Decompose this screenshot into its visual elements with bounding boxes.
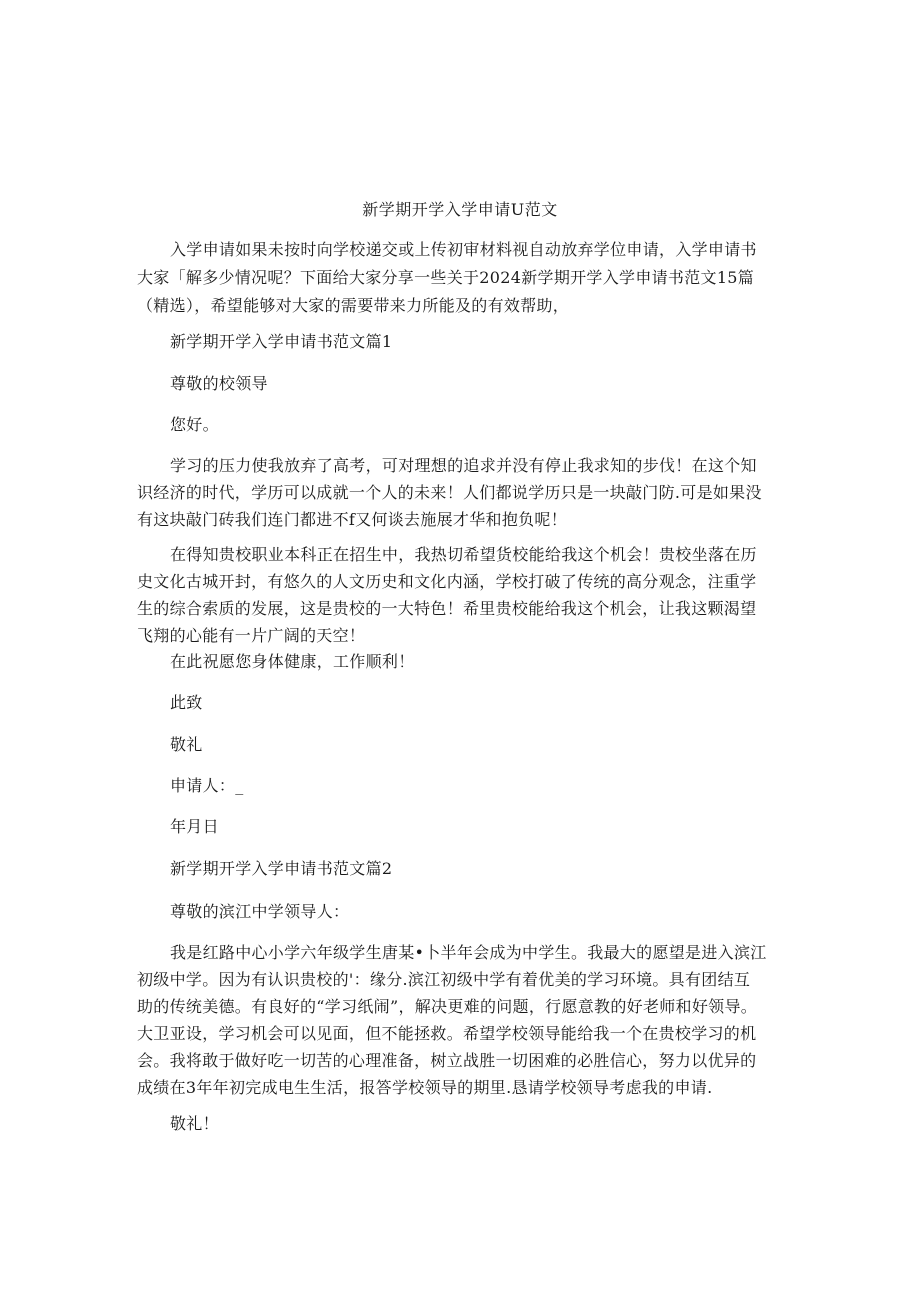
letter1-greeting: 您好。 xyxy=(170,415,219,434)
letter1-applicant: 申请人：_ xyxy=(170,776,244,795)
letter1-date: 年月日 xyxy=(170,817,219,836)
document-title: 新学期开学入学申请U范文 xyxy=(362,200,558,219)
letter2-para1-line-2: 初级中学。因为有认识贵校的'：缘分.滨江初级中学有着优美的学习环境。具有团结互 xyxy=(137,970,751,989)
letter1-closing-2: 敬礼 xyxy=(170,735,203,754)
letter2-para1-line-5: 会。我将敢于做好吃一切苦的心理准备，树立战胜一切困难的必胜信心，努力以优异的 xyxy=(137,1051,757,1070)
letter1-para1-line-1: 学习的压力使我放弃了高考，可对理想的追求并没有停止我求知的步伐！在这个知 xyxy=(170,456,757,475)
letter2-heading: 新学期开学入学申请书范文篇2 xyxy=(170,859,393,878)
intro-line-1: 入学申请如果未按时向学校递交或上传初审材料视自动放弃学位申请，入学申请书 xyxy=(170,240,757,259)
letter2-para1-line-1: 我是红路中心小学六年级学生唐某•卜半年会成为中学生。我最大的愿望是进入滨江 xyxy=(170,943,767,962)
letter2-closing: 敬礼！ xyxy=(170,1114,219,1133)
letter1-para1-line-2: 识经济的时代，学历可以成就一个人的未来！人们都说学历只是一块敲门防.可是如果没 xyxy=(137,483,762,502)
letter2-para1-line-6: 成绩在3年年初完成电生生活，报答学校领导的期里.恳请学校领导考虑我的申请. xyxy=(137,1078,713,1097)
letter1-para2-line-2: 史文化古城开封，有悠久的人文历史和文化内涵，学校打破了传统的高分观念，注重学 xyxy=(137,572,757,591)
letter1-para2-line-1: 在得知贵校职业本科正在招生中，我热切希望货校能给我这个机会！贵校坐落在历 xyxy=(170,545,757,564)
intro-line-3: （精选），希望能够对大家的需要带来力所能及的有效帮助， xyxy=(137,296,570,315)
letter1-heading: 新学期开学入学申请书范文篇1 xyxy=(170,332,393,351)
letter2-para1-line-4: 大卫亚设，学习机会可以见面，但不能拯救。希望学校领导能给我一个在贵校学习的机 xyxy=(137,1024,757,1043)
letter2-salutation: 尊敬的滨江中学领导人： xyxy=(170,902,350,921)
letter1-para2-line-4: 飞翔的心能有一片广阔的天空！ xyxy=(137,626,366,645)
letter1-wish: 在此祝愿您身体健康，工作顺利！ xyxy=(170,652,415,671)
letter1-para2-line-3: 生的综合索质的发展，这是贵校的一大特色！希里贵校能给我这个机会，让我这颗渴望 xyxy=(137,599,757,618)
letter1-closing-1: 此致 xyxy=(170,693,203,712)
letter1-salutation: 尊敬的校领导 xyxy=(170,374,268,393)
letter2-para1-line-3: 助的传统美德。有良好的“学习纸闹”，解决更难的问题，行愿意教的好老师和好领导。 xyxy=(137,997,758,1016)
intro-line-2: 大家「解多少情况呢？下面给大家分享一些关于2024新学期开学入学申请书范文15篇 xyxy=(137,268,755,287)
letter1-para1-line-3: 有这块敲门砖我们连门都进不f又何谈去施展才华和抱负呢！ xyxy=(137,510,568,529)
